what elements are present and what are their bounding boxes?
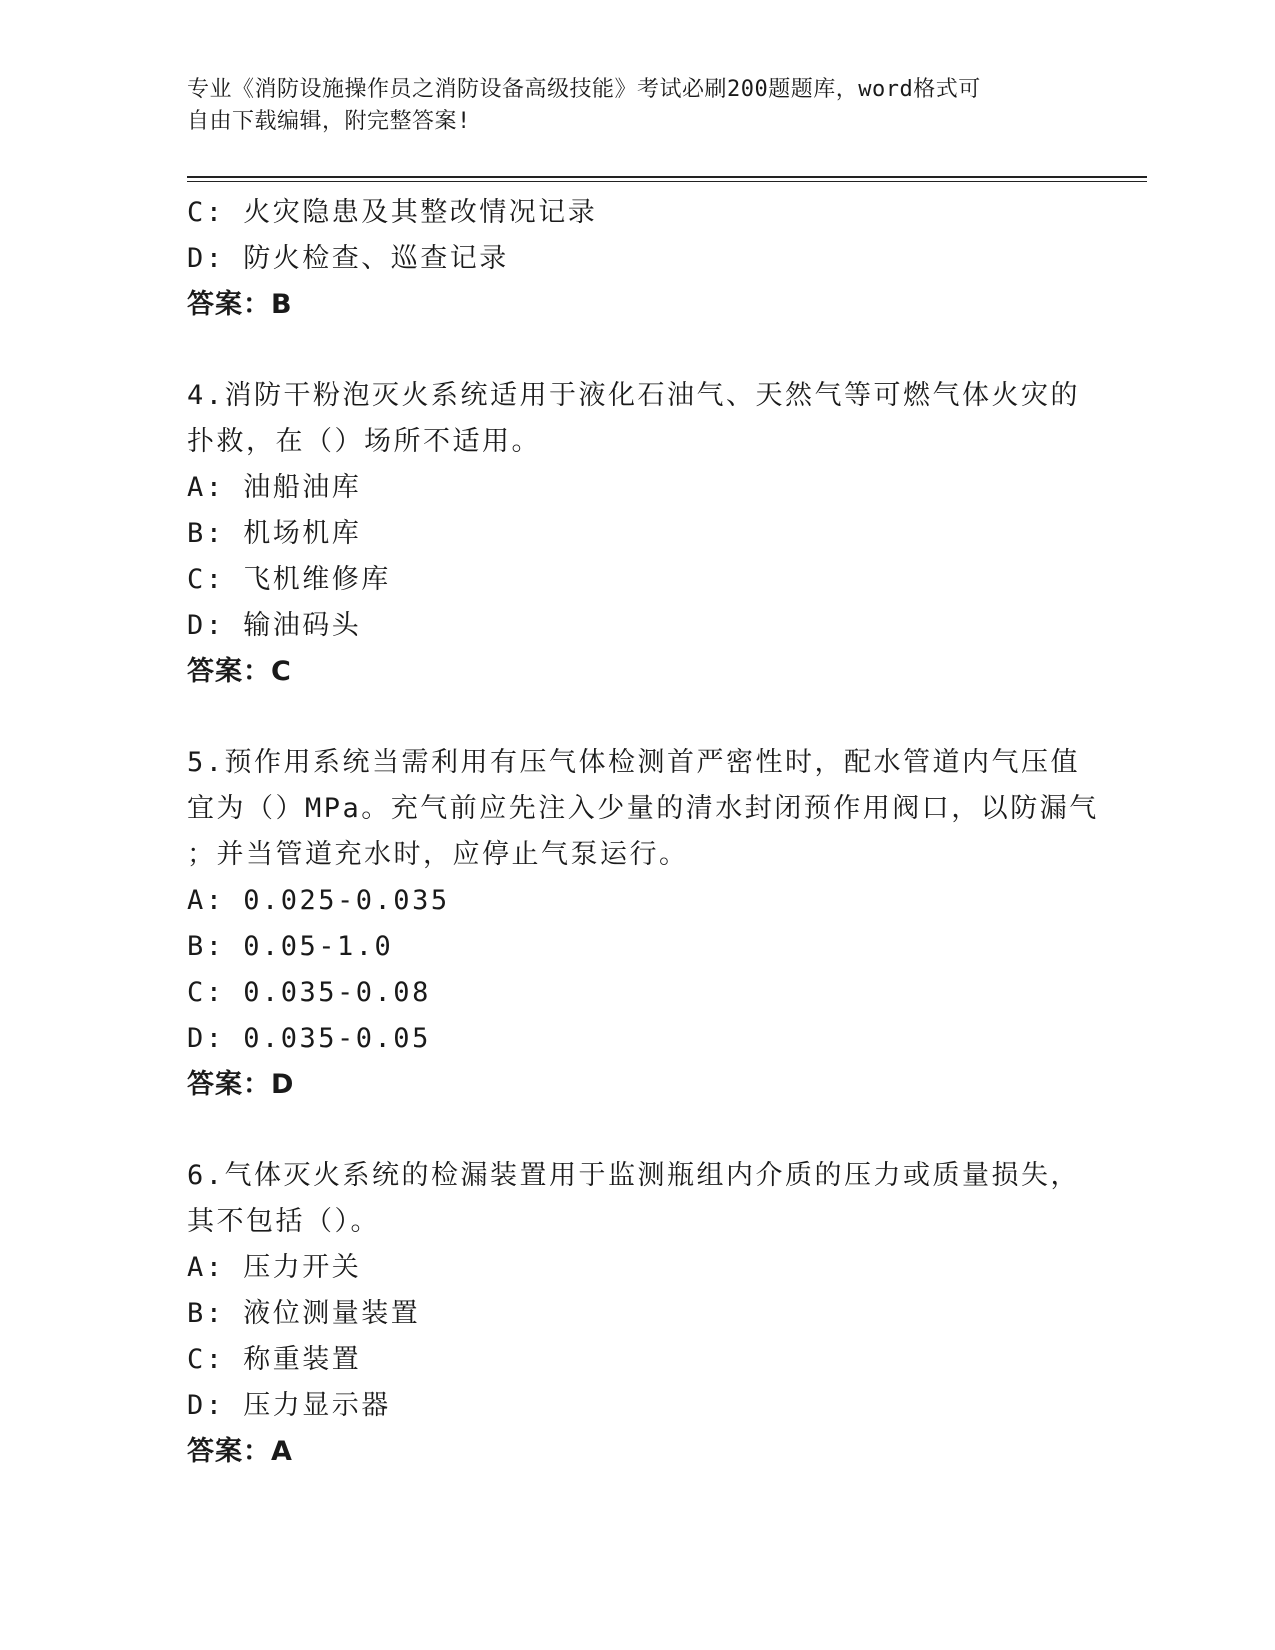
header-rule-thin [187,181,1147,182]
question-block-4 [187,373,1087,695]
question-stem: 5.预作用系统当需利用有压气体检测首严密性时，配水管道内气压值 [187,747,1081,778]
option-a: A: 压力开关 [187,1252,362,1283]
option-d: D: 防火检查、巡查记录 [187,243,509,274]
header-rule-thick [187,176,1147,178]
answer: 答案：A [187,1436,293,1467]
question-content [187,190,1099,1475]
header-line-2: 自由下载编辑，附完整答案! [187,109,471,134]
prev-question-block [187,190,1087,328]
option-b: B: 液位测量装置 [187,1298,421,1329]
spacer [187,328,1087,373]
question-stem: 其不包括（）。 [187,1206,380,1237]
question-block-6 [187,1153,1087,1475]
spacer [187,1108,1087,1153]
header-line-1: 专业《消防设施操作员之消防设备高级技能》考试必刷200题题库，word格式可 [187,77,981,102]
option-a: A: 0.025-0.035 [187,885,450,916]
page-header [187,74,1087,138]
answer: 答案：B [187,289,293,320]
question-stem: 6.气体灭火系统的检漏装置用于监测瓶组内介质的压力或质量损失， [187,1160,1081,1191]
answer: 答案：D [187,1069,295,1100]
question-stem: ；并当管道充水时，应停止气泵运行。 [187,839,689,870]
spacer [187,695,1087,740]
answer: 答案：C [187,656,292,687]
option-c: C: 0.035-0.08 [187,977,431,1008]
option-b: B: 0.05-1.0 [187,931,394,962]
option-d: D: 输油码头 [187,610,362,641]
option-d: D: 压力显示器 [187,1390,391,1421]
option-a: A: 油船油库 [187,472,362,503]
question-stem: 4.消防干粉泡灭火系统适用于液化石油气、天然气等可燃气体火灾的 [187,380,1081,411]
option-b: B: 机场机库 [187,518,362,549]
option-c: C: 飞机维修库 [187,564,391,595]
option-c: C: 火灾隐患及其整改情况记录 [187,197,598,228]
question-stem: 宜为（）MPa。充气前应先注入少量的清水封闭预作用阀口，以防漏气 [187,793,1099,824]
option-c: C: 称重装置 [187,1344,362,1375]
question-block-5 [187,740,1099,1108]
question-stem: 扑救，在（）场所不适用。 [187,426,541,457]
option-d: D: 0.035-0.05 [187,1023,431,1054]
